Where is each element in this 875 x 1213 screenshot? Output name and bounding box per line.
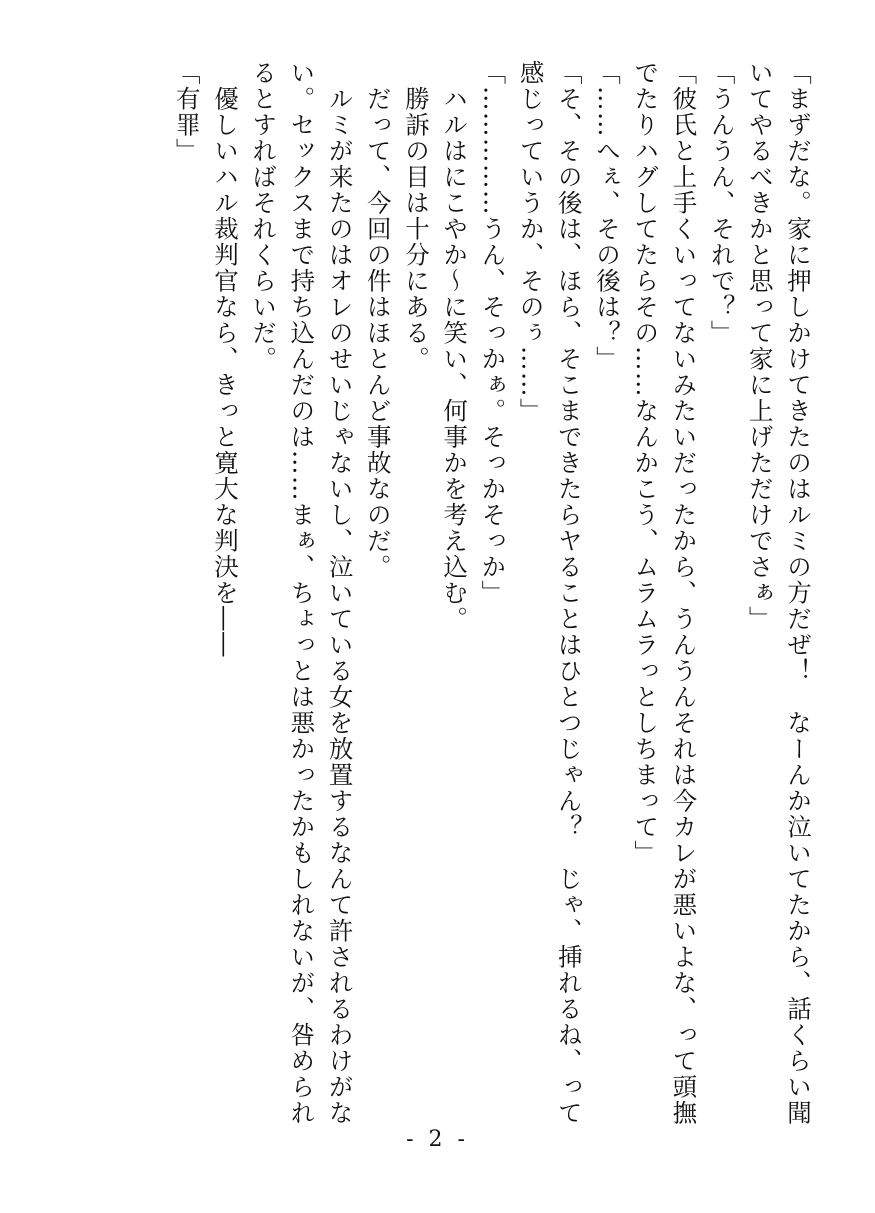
- text-line: るとすればそれくらいだ。: [249, 60, 279, 372]
- page-number: - 2 -: [406, 1127, 469, 1152]
- text-line: 感じっていうか、そのぅ……」: [516, 60, 546, 424]
- text-line: 「うんうん、それで？」: [707, 60, 737, 346]
- text-line: いてやるべきかと思って家に上げただけでさぁ」: [745, 60, 775, 632]
- text-line: 「……へぇ、その後は？」: [592, 60, 622, 372]
- text-line: 「まずだな。家に押しかけてきたのはルミの方だぜ！ なーんか泣いてたから、話くらい聞: [784, 60, 813, 1126]
- text-line: 優しいハル裁判官なら、きっと寛大な判決を――: [210, 86, 240, 658]
- text-line: 「そ、その後は、ほら、そこまできたらヤることはひとつじゃん？ じゃ、挿れるね、って: [554, 60, 584, 1126]
- text-line: 「有罪」: [172, 60, 202, 164]
- text-line: 勝訴の目は十分にある。: [401, 86, 431, 372]
- text-line: 「彼氏と上手くいってないみたいだったから、うんうんそれは今カレが悪いよな、って頭撫: [669, 60, 699, 1126]
- text-line: でたりハグしてたらその……なんかこう、ムラムラっとしちまって」: [631, 60, 661, 866]
- text-line: い。セックスまで持ち込んだのは……まぁ、ちょっとは悪かったかもしれないが、咎められ: [287, 60, 317, 1126]
- text-line: ルミが来たのはオレのせいじゃないし、泣いている女を放置するなんて許されるわけがな: [325, 86, 355, 1126]
- text-line: ハルはにこやか〜に笑い、何事かを考え込む。: [440, 86, 470, 632]
- text-line: 「……………うん、そっかぁ。そっかそっか」: [478, 60, 508, 606]
- text-line: だって、今回の件はほとんど事故なのだ。: [363, 86, 393, 580]
- vertical-text-body: [168, 60, 817, 1140]
